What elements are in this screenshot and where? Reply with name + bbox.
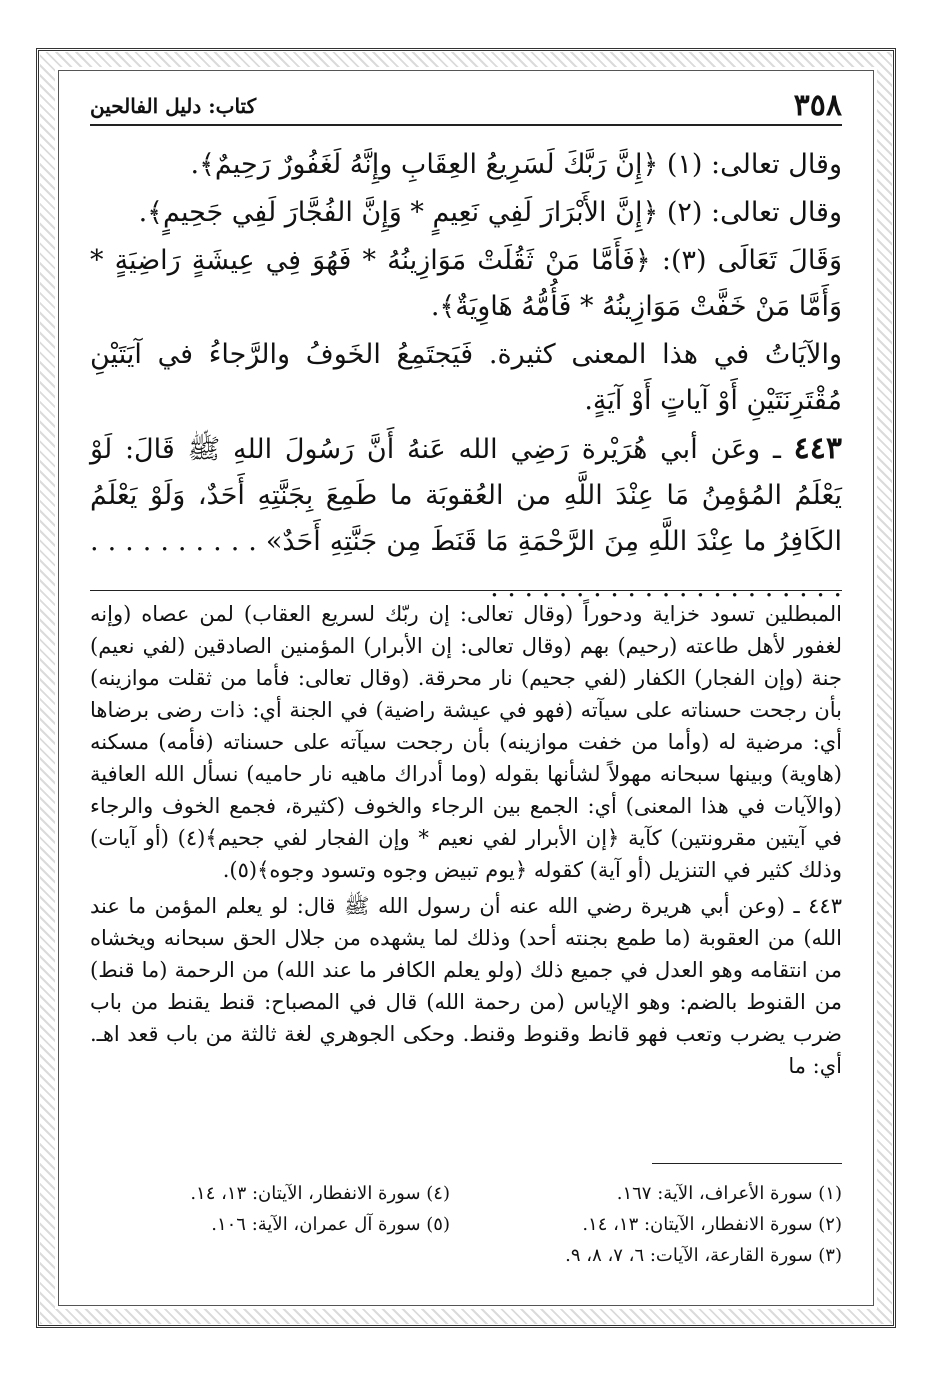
- page-content: [90, 80, 842, 1310]
- footnotes-column-right: [482, 1178, 842, 1271]
- footnote-5: (٥) سورة آل عمران، الآية: ١٠٦.: [211, 1214, 450, 1235]
- commentary-text: [90, 598, 842, 1086]
- verse-line-1: وقال تعالى: (١) ﴿إِنَّ رَبَّكَ لَسَرِيعُ العِقَابِ وإِنَّهُ لَغَفُورٌ رَحِيمٌ﴾.: [190, 149, 842, 180]
- running-header: [90, 88, 842, 126]
- footnote-divider: [652, 1163, 842, 1164]
- footnote-3: (٣) سورة القارعة، الآيات: ٦، ٧، ٨، ٩.: [565, 1245, 842, 1266]
- hadith-text: ـ وعَن أبي هُرَيْرة رَضِي الله عَنهُ أَنَّ رَسُولَ اللهِ ﷺ قَالَ: لَوْ يَعْلَمُ المُؤمِنُ مَا عِنْدَ اللَّهِ من العُقوبَة ما طَمِعَ بِجَنَّتِهِ أَحَدٌ، وَلَوْ يَعْلَمُ الكَافِرُ ما عِنْدَ اللَّهِ مِنَ الرَّحْمَةِ مَا قَنَطَ مِن جَنَّتِهِ أَحَدٌ» . . . . . . . . . . . . . . . . . . . . . . . . . . . . . . .: [90, 434, 842, 603]
- main-commentary-divider: [90, 590, 842, 591]
- footnote-2: (٢) سورة الانفطار، الآيتان: ١٣، ١٤.: [582, 1214, 842, 1235]
- hadith-paragraph: [90, 426, 842, 611]
- commentary-paragraph-1: المبطلين تسود خزاية ودحوراً (وقال تعالى: إن ربّك لسريع العقاب) لمن عصاه (وإنه لغفور لأهل طاعته (رحيم) بهم (وقال تعالى: إن الأبرار) المؤمنين الصادقين (لفي نعيم) جنة (وإن الفجار) الكفار (لفي جحيم) نار محرقة. (وقال تعالى: فأما من ثقلت موازينه) بأن رجحت حسناته على سيآته (فهو في عيشة راضية) في الجنة أي: ذات رضى برضاها أي: مرضية له (وأما من خفت موازينه) بأن رجحت سيآته على حسناته (فأمه) مسكنه (هاوية) وبينها سبحانه مهولاً لشأنها بقوله (وما أدراك ماهيه نار حاميه) نسأل الله العافية (والآيات في هذا المعنى) أي: الجمع بين الرجاء والخوف (كثيرة، فجمع الخوف والرجاء في آيتين مقرونتين) كآية ﴿إن الأبرار لفي نعيم * وإن الفجار لفي جحيم﴾(٤) (أو آيات) وذلك كثير في التنزيل (أو آية) كقوله ﴿يوم تبيض وجوه وتسود وجوه﴾(٥).: [90, 602, 842, 882]
- footnotes-column-left: [90, 1178, 450, 1240]
- book-title: كتاب: دليل الفالحين: [90, 94, 257, 118]
- verse-line-3: وَقَالَ تَعَالَى (٣): ﴿فَأَمَّا مَنْ ثَقُلَتْ مَوَازِينُهُ * فَهُوَ فِي عِيشَةٍ رَاضِيَةٍ * وَأَمَّا مَنْ خَفَّتْ مَوَازِينُهُ * فَأُمُّهُ هَاوِيَةٌ﴾.: [90, 245, 842, 322]
- footnote-1: (١) سورة الأعراف، الآية: ١٦٧.: [616, 1183, 842, 1204]
- verses-note: والآيَاتُ في هذا المعنى كثيرة. فَيَجتَمِعُ الخَوفُ والرَّجاءُ في آيَتَيْنِ مُقْتَرِنَتَيْنِ أَوْ آياتٍ أَوْ آيَةٍ.: [90, 339, 842, 416]
- main-text: [90, 142, 842, 613]
- verse-line-2: وقال تعالى: (٢) ﴿إِنَّ الأَبْرَارَ لَفِي نَعِيمٍ * وَإِنَّ الفُجَّارَ لَفِي جَحِيمٍ﴾.: [138, 197, 842, 228]
- hadith-number: ٤٤٣: [793, 431, 842, 466]
- commentary-paragraph-2: ٤٤٣ ـ (وعن أبي هريرة رضي الله عنه أن رسول الله ﷺ قال: لو يعلم المؤمن ما عند الله) من العقوبة (ما طمع بجنته أحد) وذلك لما يشهده من جلال الحق سبحانه ويخشاه من انتقامه وهو العدل في جميع ذلك (ولو يعلم الكافر ما عند الله) من الرحمة (ما قنط) من القنوط بالضم: وهو الإياس (من رحمة الله) قال في المصباح: قنط يقنط من باب ضرب يضرب وتعب فهو قانط وقنوط وقنط. وحكى الجوهري لغة ثالثة من باب قعد اهـ. أي: ما: [90, 894, 842, 1078]
- page-number: ٣٥٨: [793, 88, 842, 123]
- footnote-4: (٤) سورة الانفطار، الآيتان: ١٣، ١٤.: [190, 1183, 450, 1204]
